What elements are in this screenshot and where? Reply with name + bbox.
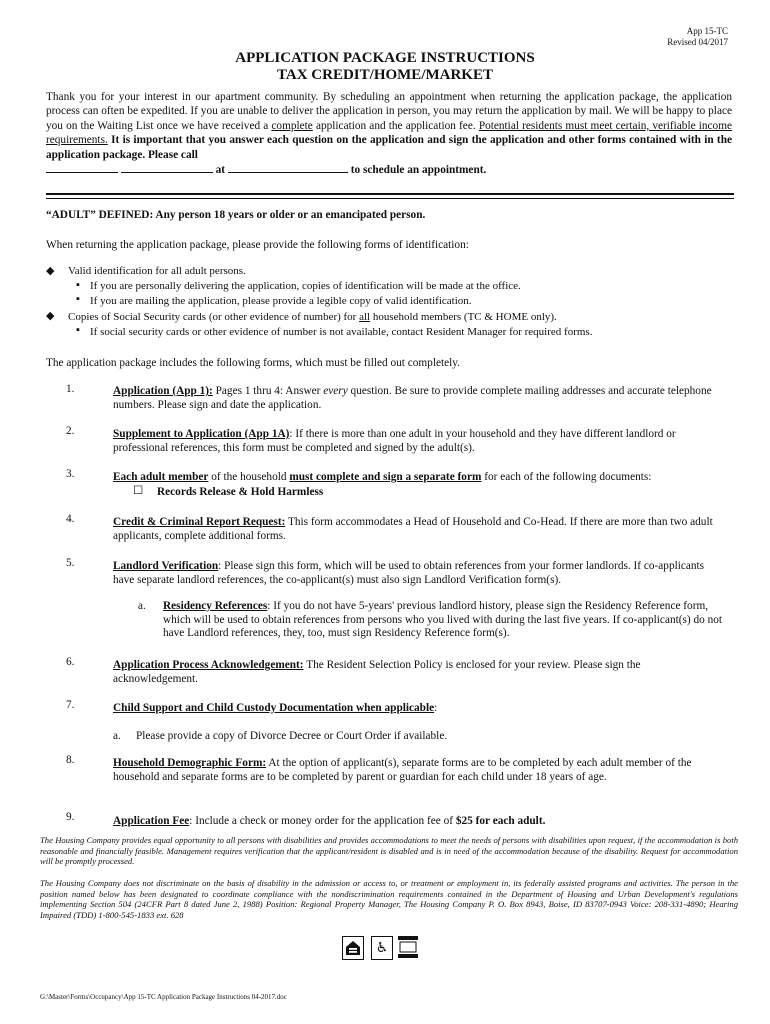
item-credit-report: Credit & Criminal Report Request: This form accommodates a Head of Household and Co-Head. If there are more than two adult applicants, complete additional forms. [113, 516, 713, 542]
item-number: 9. [66, 811, 75, 823]
divider [46, 193, 734, 195]
diamond-bullet-icon: ◆ [46, 265, 55, 277]
item-application: Application (App 1): Pages 1 thru 4: Answer every question. Be sure to provide complete mailing addresses and accurate telephone numbers. Please sign and date the application. [113, 385, 712, 411]
item-number: 7. [66, 699, 75, 711]
id-item-1: Valid identification for all adult persons. [68, 265, 246, 277]
item-number: 1. [66, 383, 75, 395]
form-id-block [667, 26, 728, 48]
adult-definition: “ADULT” DEFINED: Any person 18 years or older or an emancipated person. [46, 209, 426, 221]
file-path: G:\Master\Forms\Occupancy\App 15-TC Application Package Instructions 04-2017.doc [40, 993, 287, 1001]
item-application-fee: Application Fee: Include a check or money order for the application fee of $25 for each adult. [113, 815, 546, 827]
name-blank [46, 162, 118, 173]
square-bullet-icon: ▪ [76, 279, 80, 291]
name-blank-2 [121, 162, 213, 173]
page-title: APPLICATION PACKAGE INSTRUCTIONS [235, 50, 535, 66]
accessibility-icon: ♿ [371, 936, 393, 960]
item-number: 3. [66, 468, 75, 480]
item-process-acknowledgement: Application Process Acknowledgement: The Resident Selection Policy is enclosed for your review. Please sign the acknowledgement. [113, 659, 641, 685]
item-number: 5. [66, 557, 75, 569]
square-bullet-icon: ▪ [76, 324, 80, 336]
id-intro: When returning the application package, please provide the following forms of identification: [46, 239, 469, 251]
item-landlord-verification: Landlord Verification: Please sign this form, which will be used to obtain references from your former landlords. If co-applicants have separate landlord references, the co-applicant(s) must also sign Landlord Verification form(s). [113, 560, 705, 586]
nondiscrimination-notice: The Housing Company does not discriminate on the basis of disability in the admission or access to, or treatment or employment in, its federally assisted programs and activities. The person in the position named below has been designated to coordinate compliance with the nondiscrimination requirements contained in the Department of Housing and Urban Development's regulations implementing Section 504 (24CFR Part 8 dated June 2, 1988) Position: Regional Property Manager, The Housing Company P. O. Box 8943, Boise, ID 83707-0943 Voice: 208-331-4890; Hearing Impaired (TDD) 1-800-545-1833 ext. 628 [40, 878, 738, 920]
forms-intro: The application package includes the following forms, which must be filled out completely. [46, 357, 461, 369]
form-id: App 15-TC [686, 26, 728, 36]
income-requirement: Potential residents must meet certain, verifiable income requirements. [46, 119, 732, 147]
id-item-1-sub-1: If you are personally delivering the application, copies of identification will be made at the office. [90, 280, 521, 292]
checkbox-icon[interactable]: ☐ [133, 485, 144, 497]
item-household-demographic: Household Demographic Form: At the option of applicant(s), separate forms are to be completed by each adult member of the household and separate forms are to be completed by parent or guardian for each child under 18 years of age. [113, 757, 692, 783]
square-bullet-icon: ▪ [76, 293, 80, 305]
revised-date: Revised 04/2017 [667, 37, 728, 47]
page-subtitle: TAX CREDIT/HOME/MARKET [277, 67, 493, 83]
diamond-bullet-icon: ◆ [46, 310, 55, 322]
sub-letter: a. [138, 600, 146, 612]
item-residency-references: Residency References: If you do not have 5-years' previous landlord history, please sign the Residency Reference form, which will be used to obtain references from persons who you lived with during the last five years. If co-applicant(s) do not have Landlord references, they, too, must sign Residency Reference form(s). [163, 600, 723, 639]
id-item-1-sub-2: If you are mailing the application, please provide a legible copy of valid identification. [90, 295, 472, 307]
item-number: 6. [66, 656, 75, 668]
sub-letter: a. [113, 730, 121, 742]
item-adult-member: Each adult member of the household must complete and sign a separate form for each of the following documents: [113, 471, 652, 483]
item-supplement: Supplement to Application (App 1A): If there is more than one adult in your household and they have different landlord or professional references, this form must be completed and signed by the adult(s). [113, 428, 676, 454]
phone-blank [228, 162, 348, 173]
id-item-2: Copies of Social Security cards (or other evidence of number) for all household members (TC & HOME only). [68, 311, 557, 323]
equal-housing-icon [342, 936, 364, 960]
id-item-2-sub-1: If social security cards or other evidence of number is not available, contact Resident Manager for required forms. [90, 326, 593, 338]
item-number: 8. [66, 754, 75, 766]
equal-opportunity-icon [398, 936, 418, 958]
item-child-support: Child Support and Child Custody Documentation when applicable: [113, 702, 438, 714]
item-number: 4. [66, 513, 75, 525]
item-number: 2. [66, 425, 75, 437]
intro-paragraph: Thank you for your interest in our apartment community. By scheduling an appointment when returning the application package, the application process can often be expedited. If you are unable to deliver the application in person, you may return the application by mail. We will be happy to place you on the Waiting List once we have received a complete application and the application fee. Potential residents must meet certain, verifiable income requirements. It is important that you answer each question on the application and sign the application and other forms contained with in the application package. Please call at to schedule an appointment. [46, 91, 732, 177]
disability-accommodation-notice: The Housing Company provides equal opportunity to all persons with disabilities and provides accommodations to meet the needs of persons with disabilities upon request, if the accommodation is both reasonable and financially feasible. Management requires verification that the applicant/resident is disabled and is in need of the accommodation because of the disability. Request for accommodation will be promptly processed. [40, 835, 738, 867]
records-release-form: Records Release & Hold Harmless [157, 486, 324, 498]
item-divorce-decree: Please provide a copy of Divorce Decree or Court Order if available. [136, 730, 448, 742]
divider [46, 198, 734, 199]
